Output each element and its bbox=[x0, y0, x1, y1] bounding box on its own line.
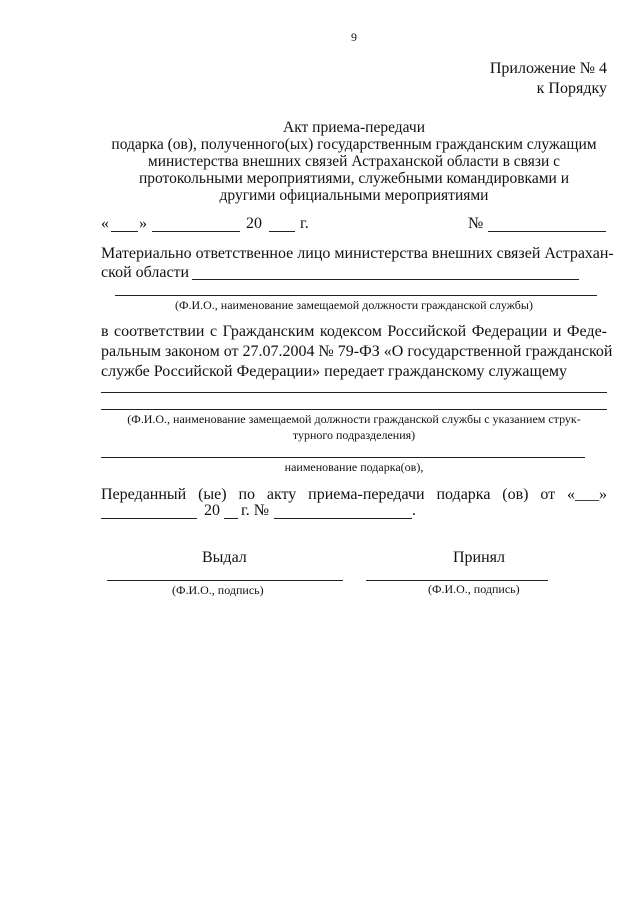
date-year-prefix: 20 bbox=[246, 215, 262, 232]
caption-fio-unit-line1: (Ф.И.О., наименование замещаемой должности гражданской службы с указанием струк- bbox=[127, 412, 581, 426]
received-signature-line bbox=[366, 580, 548, 581]
page-number: 9 bbox=[351, 30, 357, 44]
accordance-line2: ральным законом от 27.07.2004 № 79-ФЗ «О государственной гражданской bbox=[101, 343, 613, 360]
accordance-line1: в соответствии с Гражданским кодексом Российской Федерации и Феде- bbox=[101, 323, 607, 340]
appendix-line1: Приложение № 4 bbox=[489, 60, 607, 77]
accordance-line3: службе Российской Федерации» передает гражданскому служащему bbox=[101, 363, 568, 380]
appendix-line2: к Порядку bbox=[536, 80, 607, 97]
received-caption: (Ф.И.О., подпись) bbox=[428, 582, 520, 596]
act-number-blank bbox=[488, 231, 606, 232]
transferred-number-blank bbox=[274, 518, 412, 519]
received-label: Принял bbox=[453, 549, 506, 566]
title-line4: протокольными мероприятиями, служебными командировками и bbox=[138, 170, 570, 187]
transferred-year-prefix: 20 bbox=[204, 502, 220, 519]
transferred-end: . bbox=[412, 502, 416, 519]
caption-gift-name: наименование подарка(ов), bbox=[284, 460, 424, 474]
responsible-line1: Материально ответственное лицо министерства внешних связей Астрахан- bbox=[101, 245, 614, 262]
transferred-line1: Переданный (ые) по акту приема-передачи подарка (ов) от «___» bbox=[101, 486, 607, 503]
title-line5: другими официальными мероприятиями bbox=[219, 187, 489, 204]
date-open-quote: « bbox=[101, 215, 109, 232]
caption-fio-position: (Ф.И.О., наименование замещаемой должности гражданской службы) bbox=[175, 298, 533, 312]
issued-signature-line bbox=[107, 580, 343, 581]
title-line2: подарка (ов), полученного(ых) государственным гражданским служащим bbox=[111, 136, 597, 153]
issued-caption: (Ф.И.О., подпись) bbox=[172, 583, 264, 597]
issued-label: Выдал bbox=[202, 549, 247, 566]
responsible-fio-line bbox=[115, 295, 597, 296]
responsible-blank bbox=[192, 279, 579, 280]
date-year-blank bbox=[269, 231, 295, 232]
recipient-line-2 bbox=[101, 409, 607, 410]
transferred-year-blank bbox=[224, 518, 238, 519]
title-line3: министерства внешних связей Астраханской области в связи с bbox=[147, 153, 561, 170]
recipient-line bbox=[101, 392, 607, 393]
caption-fio-unit-line2: турного подразделения) bbox=[292, 428, 416, 442]
transferred-number-part: г. № bbox=[241, 502, 270, 519]
gift-name-line bbox=[101, 457, 585, 458]
transferred-date-blank bbox=[101, 518, 197, 519]
title-line1: Акт приема-передачи bbox=[283, 119, 425, 136]
act-number-sign: № bbox=[468, 215, 484, 232]
responsible-line2: ской области bbox=[101, 264, 190, 281]
date-close-quote: » bbox=[139, 215, 147, 232]
date-year-suffix: г. bbox=[300, 215, 309, 232]
date-day-blank bbox=[111, 231, 138, 232]
date-month-blank bbox=[152, 231, 240, 232]
